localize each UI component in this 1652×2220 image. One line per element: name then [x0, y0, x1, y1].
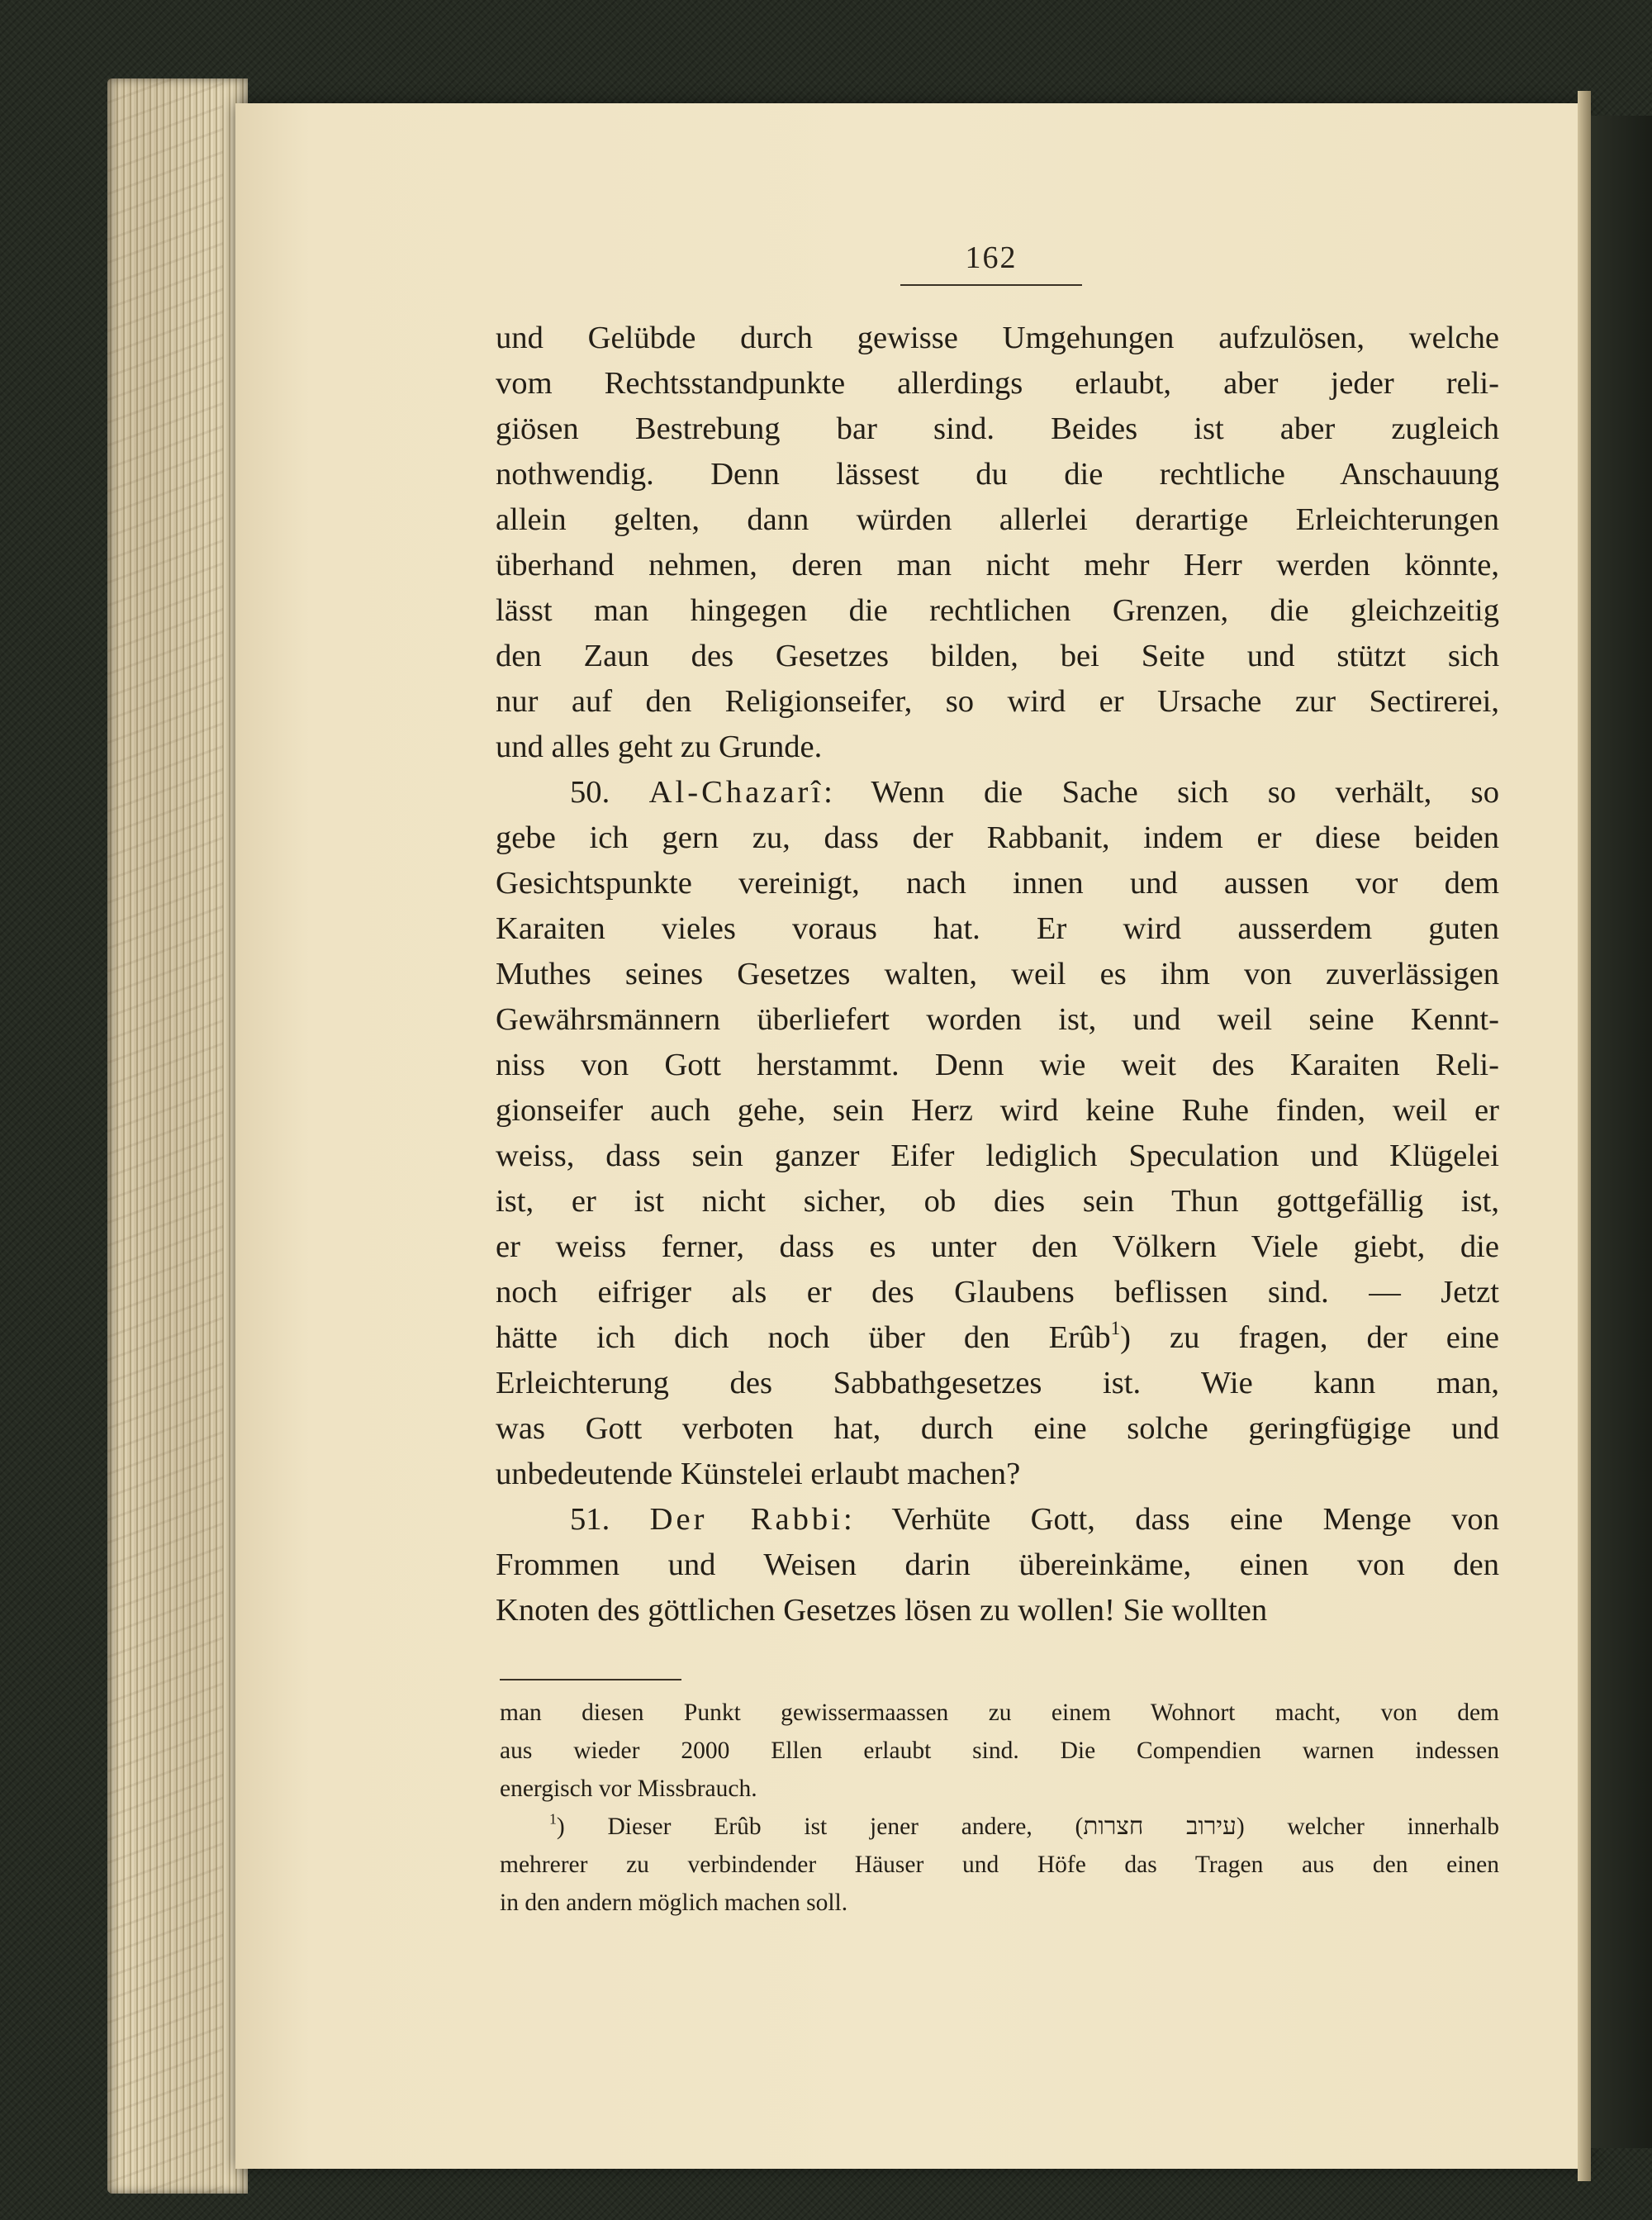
body_lines-line — [496, 952, 1499, 997]
body_lines-line — [496, 1361, 1499, 1406]
body_lines-line — [496, 1088, 1499, 1134]
footnote-rule — [500, 1679, 681, 1680]
body_lines-line — [496, 452, 1499, 497]
body_lines-line — [496, 1224, 1499, 1270]
body_lines-pre: 50. — [570, 775, 649, 810]
body_lines-line — [496, 725, 1499, 770]
body_lines-line — [496, 1315, 1499, 1361]
footnotes — [500, 1694, 1499, 1922]
footnote_lines-text: man diesen Punkt gewissermaassen zu einem Wohnort macht, von dem — [500, 1699, 1499, 1726]
body_lines-spaced: Der Rabbi — [649, 1502, 843, 1537]
body_lines-text: vom Rechtsstandpunkte allerdings erlaubt, aber jeder reli- — [496, 366, 1499, 401]
body_lines-text: : Wenn die Sache sich so verhält, so — [824, 775, 1499, 810]
body_lines-line — [496, 815, 1499, 861]
body_lines-line — [496, 361, 1499, 406]
body_lines-sup: 1 — [1110, 1317, 1121, 1339]
footnote_lines-line — [500, 1884, 1499, 1922]
body_lines-line — [496, 1134, 1499, 1179]
body_lines-line — [496, 770, 1499, 815]
body_lines-line — [496, 543, 1499, 588]
body_lines-text: Gewährsmännern überliefert worden ist, und weil seine Kennt- — [496, 1002, 1499, 1037]
body_lines-text: allein gelten, dann würden allerlei derartige Erleichterungen — [496, 502, 1499, 537]
body_lines-line — [496, 1497, 1499, 1543]
body_lines-pre: 51. — [570, 1502, 650, 1537]
footnote_lines-line — [500, 1846, 1499, 1884]
body_lines-post: ) zu fragen, der eine — [1120, 1320, 1499, 1355]
footnote_lines-line — [500, 1770, 1499, 1808]
footnote_lines-text: mehrerer zu verbindender Häuser und Höfe das Tragen aus den einen — [500, 1852, 1499, 1878]
body_lines-text: Karaiten vieles voraus hat. Er wird ausserdem guten — [496, 911, 1499, 946]
body_lines-text: lässt man hingegen die rechtlichen Grenzen, die gleichzeitig — [496, 593, 1499, 628]
body_lines-line — [496, 1270, 1499, 1315]
body_lines-text: weiss, dass sein ganzer Eifer lediglich Speculation und Klügelei — [496, 1139, 1499, 1173]
body_lines-text: und alles geht zu Grunde. — [496, 730, 823, 764]
body_lines-spaced: Al-Chazarî — [648, 775, 824, 810]
body_lines-line — [496, 997, 1499, 1043]
footnote_lines-line — [500, 1808, 1499, 1846]
body_lines-text: Knoten des göttlichen Gesetzes lösen zu wollen! Sie wollten — [496, 1593, 1268, 1628]
body_lines-text: Frommen und Weisen darin übereinkäme, einen von den — [496, 1547, 1499, 1582]
body_lines-text: noch eifriger als er des Glaubens beflissen sind. — Jetzt — [496, 1275, 1499, 1310]
page-edges — [107, 78, 248, 2194]
body_lines-text: Erleichterung des Sabbathgesetzes ist. Wie kann man, — [496, 1366, 1499, 1400]
footnote_lines-line — [500, 1694, 1499, 1732]
body_lines-text: giösen Bestrebung bar sind. Beides ist aber zugleich — [496, 411, 1499, 446]
body_lines-text: gionseifer auch gehe, sein Herz wird keine Ruhe finden, weil er — [496, 1093, 1499, 1128]
page-gutter — [1578, 91, 1591, 2181]
footnote_lines-text: aus wieder 2000 Ellen erlaubt sind. Die Compendien warnen indessen — [500, 1737, 1499, 1764]
body_lines-line — [496, 1179, 1499, 1224]
body_lines-text: nur auf den Religionseifer, so wird er Ursache zur Sectirerei, — [496, 684, 1499, 719]
body_lines-line — [496, 588, 1499, 634]
body_lines-text: nothwendig. Denn lässest du die rechtliche Anschauung — [496, 457, 1499, 492]
body_lines-line — [496, 1588, 1499, 1633]
body_lines-line — [496, 906, 1499, 952]
body_lines-text: gebe ich gern zu, dass der Rabbanit, indem er diese beiden — [496, 820, 1499, 855]
body-text — [496, 316, 1499, 1633]
body_lines-text: Gesichtspunkte vereinigt, nach innen und aussen vor dem — [496, 866, 1499, 901]
page-number-rule — [900, 284, 1082, 286]
body_lines-line — [496, 679, 1499, 725]
body_lines-line — [496, 1452, 1499, 1497]
body_lines-text: unbedeutende Künstelei erlaubt machen? — [496, 1457, 1021, 1491]
footnote_lines-text: ) Dieser Erûb ist jener andere, (עירוב חצרות) welcher innerhalb — [556, 1814, 1499, 1840]
body_lines-line — [496, 1406, 1499, 1452]
footnote_lines-sup: 1 — [549, 1810, 557, 1828]
body_lines-line — [496, 634, 1499, 679]
page-number: 162 — [965, 240, 1018, 275]
body_lines-text: niss von Gott herstammt. Denn wie weit des Karaiten Reli- — [496, 1048, 1499, 1082]
body_lines-text: und Gelübde durch gewisse Umgehungen aufzulösen, welche — [496, 321, 1499, 355]
body_lines-line — [496, 1043, 1499, 1088]
facing-page-edge — [1591, 116, 1652, 2148]
body_lines-text: überhand nehmen, deren man nicht mehr Herr werden könnte, — [496, 548, 1499, 582]
body_lines-text: : Verhüte Gott, dass eine Menge von — [843, 1502, 1500, 1537]
body_lines-line — [496, 861, 1499, 906]
body_lines-text: er weiss ferner, dass es unter den Völkern Viele giebt, die — [496, 1229, 1499, 1264]
body_lines-text: hätte ich dich noch über den Erûb — [496, 1320, 1111, 1355]
body_lines-text: ist, er ist nicht sicher, ob dies sein Thun gottgefällig ist, — [496, 1184, 1499, 1219]
footnote_lines-line — [500, 1732, 1499, 1770]
footnote_lines-text: energisch vor Missbrauch. — [500, 1776, 757, 1802]
body_lines-line — [496, 406, 1499, 452]
footnote_lines-text: in den andern möglich machen soll. — [500, 1890, 848, 1916]
body_lines-line — [496, 1543, 1499, 1588]
body_lines-line — [496, 316, 1499, 361]
body_lines-text: was Gott verboten hat, durch eine solche geringfügige und — [496, 1411, 1499, 1446]
body_lines-text: den Zaun des Gesetzes bilden, bei Seite und stützt sich — [496, 639, 1499, 673]
body_lines-text: Muthes seines Gesetzes walten, weil es ihm von zuverlässigen — [496, 957, 1499, 991]
body_lines-line — [496, 497, 1499, 543]
